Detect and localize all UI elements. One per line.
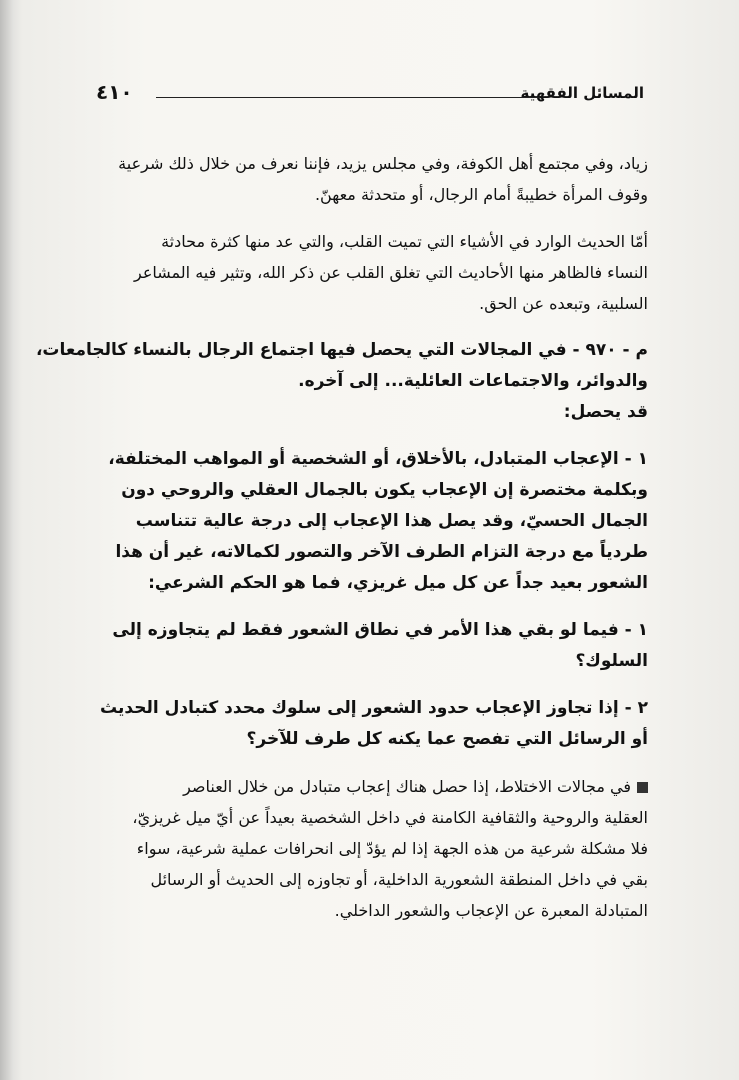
text-line (92, 444, 648, 475)
paragraph-gap (92, 428, 648, 444)
paragraph-gap (92, 677, 648, 693)
line-text: أمّا الحديث الوارد في الأشياء التي تميت القلب، والتي عد منها كثرة محادثة (161, 232, 648, 251)
body-text (35, 148, 648, 926)
line-text: السلبية، وتبعده عن الحق. (479, 294, 648, 313)
paragraph-gap (92, 210, 648, 226)
text-line (92, 615, 648, 646)
text-line (92, 537, 648, 568)
text-line (92, 475, 648, 506)
text-line (92, 148, 648, 179)
text-line (92, 366, 648, 397)
page-number: ٤١٠ (96, 80, 133, 104)
text-line (92, 895, 648, 926)
text-line (92, 288, 648, 319)
paragraph-gap (92, 599, 648, 615)
line-text: الجمال الحسيّ، وقد يصل هذا الإعجاب إلى درجة عالية تتناسب (135, 511, 648, 531)
text-line (92, 771, 648, 802)
text-line (92, 397, 648, 428)
text-line (92, 226, 648, 257)
text-line (92, 693, 648, 724)
text-line (92, 833, 648, 864)
line-text: العقلية والروحية والثقافية الكامنة في داخل الشخصية بعيداً عن أيّ ميل غريزيّ، (132, 808, 648, 827)
paragraph (92, 444, 648, 599)
text-line (92, 568, 648, 599)
paragraph (92, 615, 648, 677)
text-line (92, 257, 648, 288)
line-text: بقي في داخل المنطقة الشعورية الداخلية، أو تجاوزه إلى الحديث أو الرسائل (150, 870, 648, 889)
line-text: ١ - الإعجاب المتبادل، بالأخلاق، أو الشخصية أو المواهب المختلفة، (108, 449, 648, 469)
paragraph-gap (92, 755, 648, 771)
paragraph (92, 771, 648, 926)
header-rule (156, 97, 540, 98)
line-text: فلا مشكلة شرعية من هذه الجهة إذا لم يؤدّ إلى انحرافات عملية شرعية، سواء (136, 839, 648, 858)
paragraph (35, 335, 648, 428)
line-text: م - ٩٧٠ - في المجالات التي يحصل فيها اجتماع الرجال بالنساء كالجامعات، (35, 340, 648, 360)
line-text: في مجالات الاختلاط، إذا حصل هناك إعجاب متبادل من خلال العناصر (183, 777, 631, 796)
text-line (92, 802, 648, 833)
text-line (92, 179, 648, 210)
paragraph (92, 226, 648, 319)
line-text: زياد، وفي مجتمع أهل الكوفة، وفي مجلس يزيد، فإننا نعرف من خلال ذلك شرعية (118, 154, 648, 173)
paragraph (92, 693, 648, 755)
line-text: المتبادلة المعبرة عن الإعجاب والشعور الداخلي. (334, 901, 648, 920)
line-text: ٢ - إذا تجاوز الإعجاب حدود الشعور إلى سلوك محدد كتبادل الحديث (100, 698, 648, 718)
line-text: وقوف المرأة خطيبةً أمام الرجال، أو متحدثة معهنّ. (314, 185, 648, 204)
text-line (92, 646, 648, 677)
line-text: السلوك؟ (575, 651, 648, 671)
line-text: قد يحصل: (563, 402, 648, 422)
line-text: طردياً مع درجة التزام الطرف الآخر والتصور لكمالاته، غير أن هذا (115, 542, 648, 562)
text-line (92, 506, 648, 537)
binding-shadow (0, 0, 22, 1080)
page-header (96, 80, 644, 106)
paragraph (92, 148, 648, 210)
text-line (35, 335, 648, 366)
square-bullet-icon (637, 782, 648, 793)
line-text: ١ - فيما لو بقي هذا الأمر في نطاق الشعور فقط لم يتجاوزه إلى (112, 620, 648, 640)
running-head: المسائل الفقهية (520, 84, 644, 102)
line-text: النساء فالظاهر منها الأحاديث التي تغلق القلب عن ذكر الله، وتثير فيه المشاعر (134, 263, 648, 282)
text-line (92, 864, 648, 895)
line-text: والدوائر، والاجتماعات العائلية... إلى آخره. (298, 371, 648, 391)
line-text: أو الرسائل التي تفصح عما يكنه كل طرف للآخر؟ (246, 729, 648, 749)
text-line (92, 724, 648, 755)
paragraph-gap (92, 319, 648, 335)
line-text: وبكلمة مختصرة إن الإعجاب يكون بالجمال العقلي والروحي دون (121, 480, 648, 500)
line-text: الشعور بعيد جداً عن كل ميل غريزي، فما هو الحكم الشرعي: (148, 573, 648, 593)
